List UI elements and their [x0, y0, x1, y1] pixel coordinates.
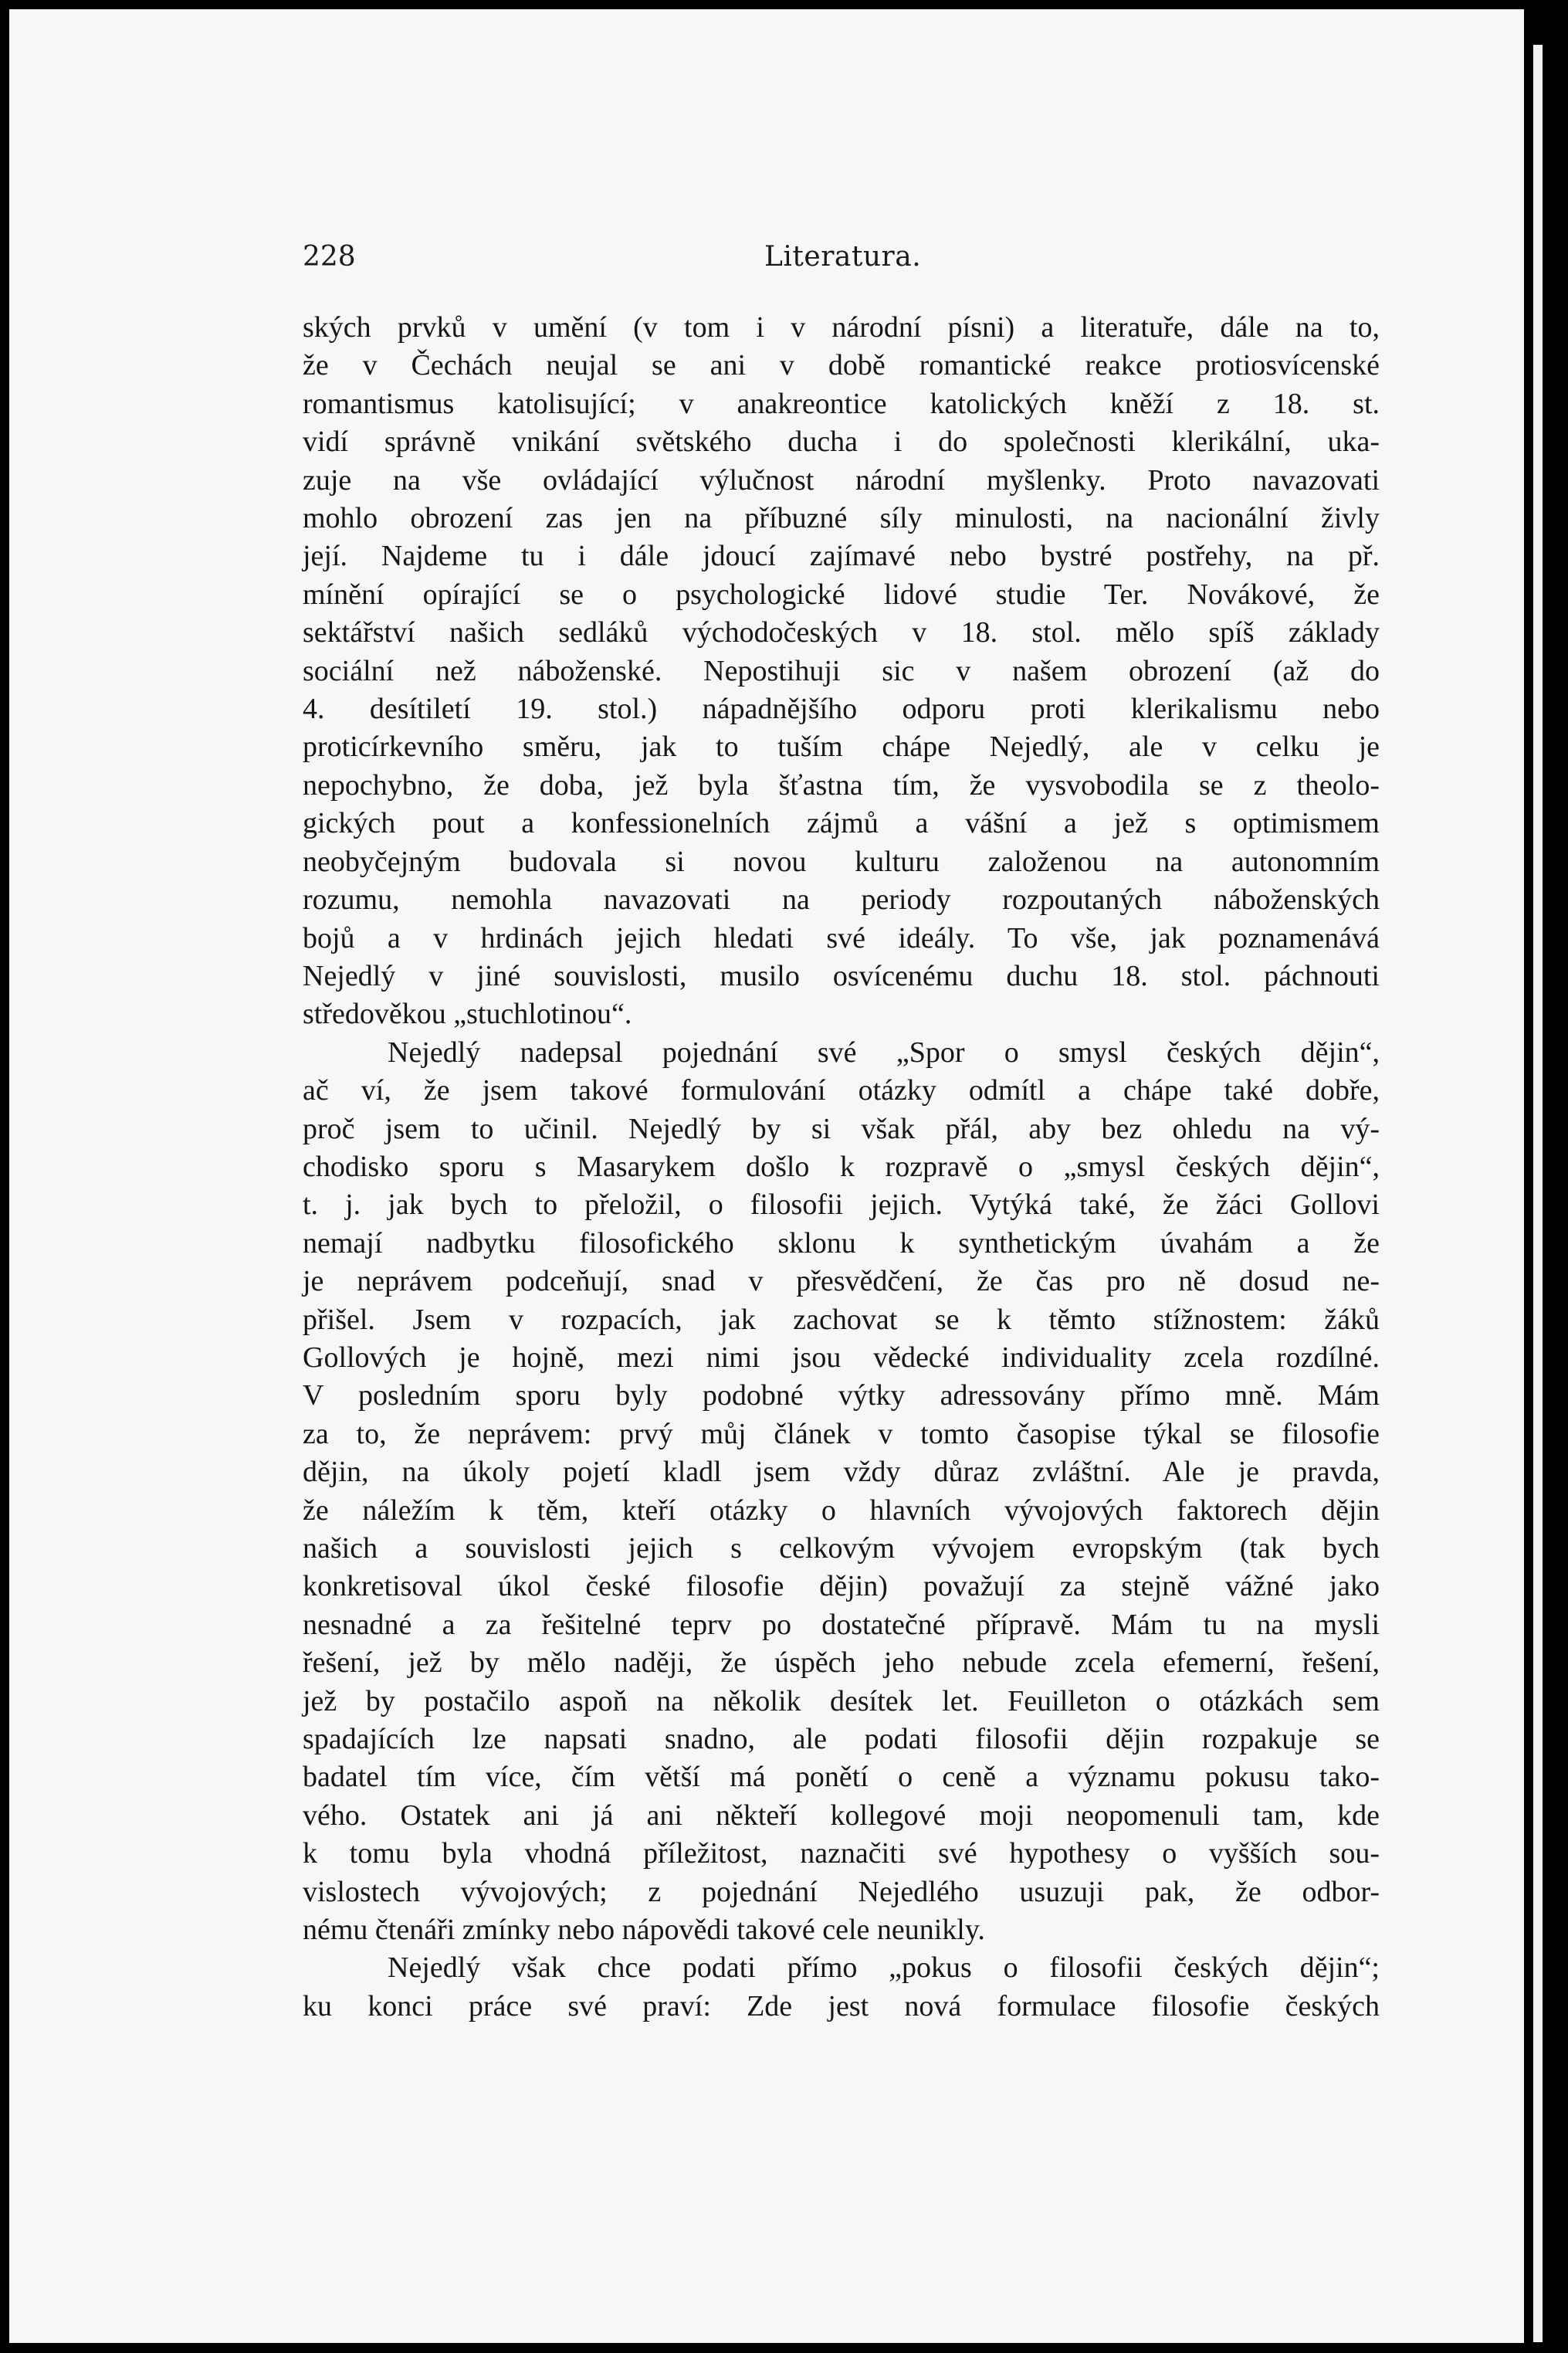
- text-line: romantismus katolisující; v anakreontice katolických kněží z 18. st.: [303, 387, 1380, 420]
- text-line: t. j. jak bych to přeložil, o filosofii jejich. Vytýká také, že žáci Gollovi: [303, 1188, 1380, 1222]
- text-line: našich a souvislosti jejich s celkovým vývojem evropským (tak bych: [303, 1532, 1380, 1565]
- text-line: ku konci práce své praví: Zde jest nová formulace filosofie českých: [303, 1989, 1380, 2022]
- text-line: proč jsem to učinil. Nejedlý by si však přál, aby bez ohledu na vý-: [303, 1112, 1380, 1145]
- text-line: gických pout a konfessionelních zájmů a vášní a jež s optimismem: [303, 807, 1380, 840]
- text-line: k tomu byla vhodná příležitost, naznačiti své hypothesy o vyšších sou-: [303, 1837, 1380, 1870]
- text-line: dějin, na úkoly pojetí kladl jsem vždy důraz zvláštní. Ale je pravda,: [303, 1456, 1380, 1489]
- running-title: Literatura.: [764, 241, 922, 273]
- text-line: bojů a v hrdinách jejich hledati své ideály. To vše, jak poznamenává: [303, 921, 1380, 954]
- text-line: řešení, jež by mělo naději, že úspěch jeho nebude zcela efemerní, řešení,: [303, 1646, 1380, 1680]
- text-line: Nejedlý nadepsal pojednání své „Spor o smysl českých dějin“,: [388, 1036, 1380, 1069]
- text-line: badatel tím více, čím větší má ponětí o ceně a významu pokusu tako-: [303, 1761, 1380, 1794]
- text-line: nému čtenáři zmínky nebo nápovědi takové cele neunikly.: [303, 1914, 985, 1947]
- text-line: jež by postačilo aspoň na několik desítek let. Feuilleton o otázkách sem: [303, 1684, 1380, 1717]
- text-line: neobyčejným budovala si novou kulturu založenou na autonomním: [303, 845, 1380, 878]
- text-line: proticírkevního směru, jak to tuším chápe Nejedlý, ale v celku je: [303, 731, 1380, 764]
- paragraph: [303, 1034, 1380, 1950]
- text-line: sektářství našich sedláků východočeských v 18. stol. mělo spíš základy: [303, 616, 1380, 649]
- text-line: přišel. Jsem v rozpacích, jak zachovat se k těmto stížnostem: žáků: [303, 1303, 1380, 1336]
- text-line: spadajících lze napsati snadno, ale podati filosofii dějin rozpakuje se: [303, 1723, 1380, 1756]
- text-line: zuje na vše ovládající výlučnost národní myšlenky. Proto navazovati: [303, 463, 1380, 497]
- text-line: nemají nadbytku filosofického sklonu k synthetickým úvahám a že: [303, 1226, 1380, 1260]
- text-line: mohlo obrození zas jen na příbuzné síly minulosti, na nacionální živly: [303, 502, 1380, 535]
- text-line: konkretisoval úkol české filosofie dějin) považují za stejně vážné jako: [303, 1570, 1380, 1603]
- text-line: nepochybno, že doba, jež byla šťastna tím, že vysvobodila se z theolo-: [303, 768, 1380, 802]
- text-line: ač ví, že jsem takové formulování otázky odmítl a chápe také dobře,: [303, 1074, 1380, 1107]
- page-number: 228: [303, 241, 356, 273]
- text-line: vého. Ostatek ani já ani někteří kollegové moji neopomenuli tam, kde: [303, 1799, 1380, 1832]
- text-line: 4. desítiletí 19. stol.) nápadnějšího odporu proti klerikalismu nebo: [303, 693, 1380, 726]
- page-header: [293, 241, 1390, 287]
- text-line: chodisko sporu s Masarykem došlo k rozpravě o „smysl českých dějin“,: [303, 1150, 1380, 1183]
- text-line: její. Najdeme tu i dále jdoucí zajímavé nebo bystré postřehy, na př.: [303, 540, 1380, 573]
- text-line: ských prvků v umění (v tom i v národní písni) a literatuře, dále na to,: [303, 311, 1380, 344]
- text-line: středověkou „stuchlotinou“.: [303, 998, 632, 1031]
- text-line: Gollových je hojně, mezi nimi jsou vědecké individuality zcela rozdílné.: [303, 1341, 1380, 1374]
- text-line: Nejedlý v jiné souvislosti, musilo osvícenému duchu 18. stol. páchnouti: [303, 959, 1380, 992]
- text-line: že v Čechách neujal se ani v době romantické reakce protiosvícenské: [303, 349, 1380, 382]
- text-line: vidí správně vnikání světského ducha i do společnosti klerikální, uka-: [303, 426, 1380, 459]
- text-line: sociální než náboženské. Nepostihuji sic v našem obrození (až do: [303, 654, 1380, 687]
- text-line: rozumu, nemohla navazovati na periody rozpoutaných náboženských: [303, 883, 1380, 917]
- text-line: V posledním sporu byly podobné výtky adressovány přímo mně. Mám: [303, 1379, 1380, 1412]
- text-line: za to, že neprávem: prvý můj článek v tomto časopise týkal se filosofie: [303, 1417, 1380, 1450]
- text-line: že náležím k těm, kteří otázky o hlavních vývojových faktorech dějin: [303, 1494, 1380, 1527]
- paragraph: [303, 1949, 1380, 2026]
- text-line: vislostech vývojových; z pojednání Nejedlého usuzuji pak, že odbor-: [303, 1875, 1380, 1908]
- body-text: [303, 309, 1380, 2026]
- page-edge-strip: [1533, 45, 1543, 2342]
- text-line: je neprávem podceňují, snad v přesvědčení, že čas pro ně dosud ne-: [303, 1265, 1380, 1298]
- text-line: Nejedlý však chce podati přímo „pokus o filosofii českých dějin“;: [388, 1951, 1380, 1985]
- text-line: mínění opírající se o psychologické lidové studie Ter. Novákové, že: [303, 578, 1380, 611]
- paragraph: [303, 309, 1380, 1034]
- text-line: nesnadné a za řešitelné teprv po dostatečné přípravě. Mám tu na mysli: [303, 1608, 1380, 1641]
